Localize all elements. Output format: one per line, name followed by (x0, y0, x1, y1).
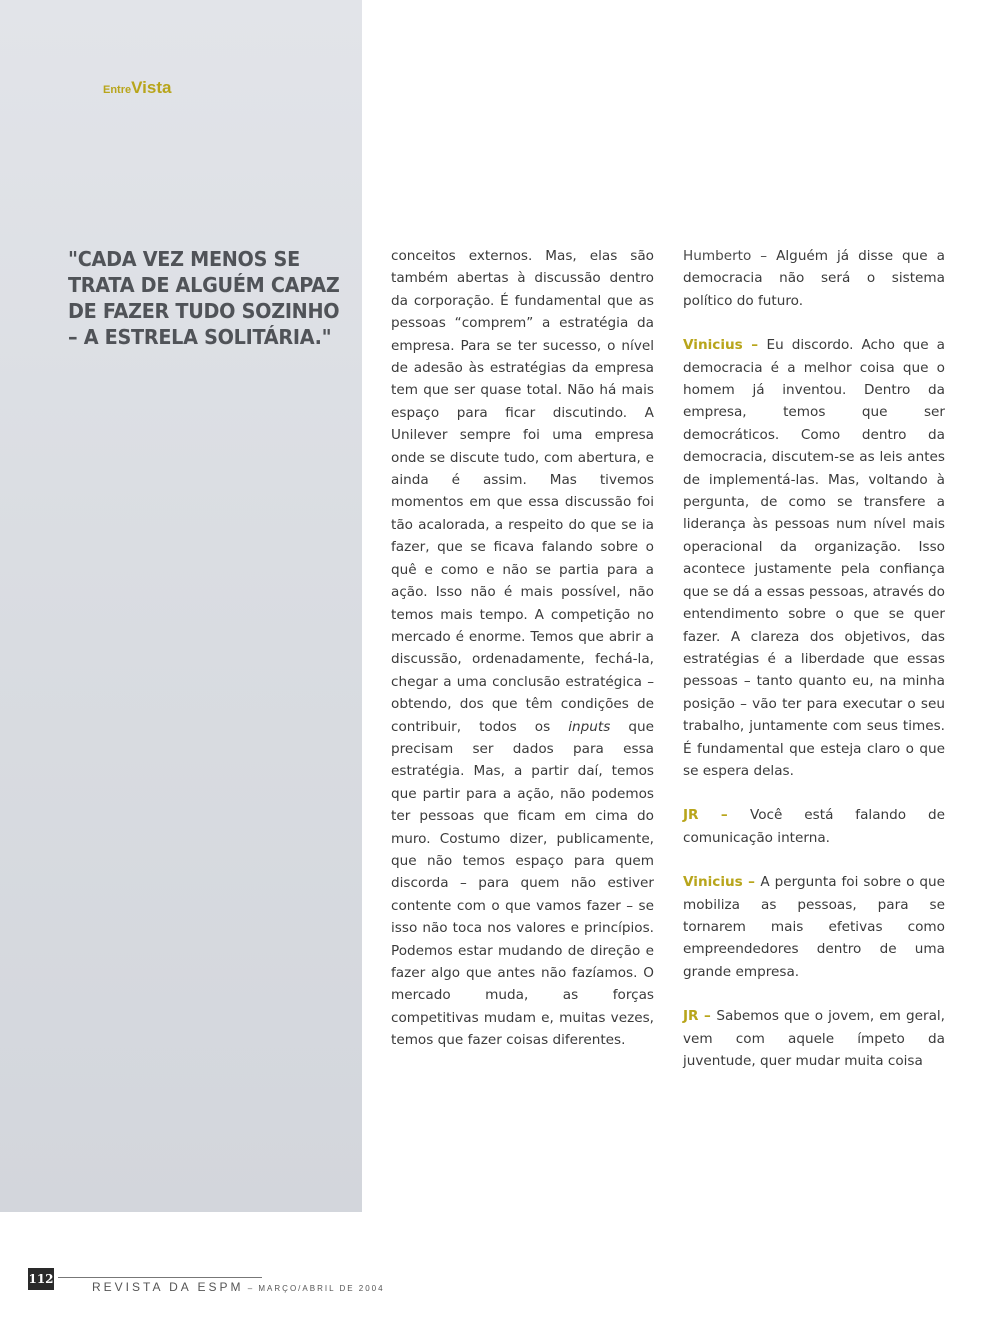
footer-separator: – (243, 1284, 259, 1293)
speaker-separator: – (742, 874, 761, 891)
speaker-separator: – (742, 337, 767, 354)
dialogue-text: Eu discordo. Acho que a democracia é a melhor coisa que o homem já inventou. Dentro da empresa, temos que ser democráticos. Como dentro da democracia, discutem-se as leis antes de implementá-las. Mas, voltando à pergunta, de como se transfere a liderança às pessoas num nível mais operacional da organização. Isso acontece justamente pela confiança que se dá a essas pessoas, através do entendimento sobre o que se quer fazer. A clareza dos objetivos, das estratégias é a liberdade que essas pessoas – tanto quanto eu, na minha posição – vão ter para executar o seu trabalho, juntamente com seus times. É fundamental que esteja claro o que se espera delas. (683, 337, 945, 779)
dialogue-text: Você está falando de comunicação interna. (683, 807, 945, 846)
speaker-name: Humberto (683, 248, 752, 264)
section-tag-prefix: Entre (103, 84, 132, 96)
dialogue-paragraph (683, 334, 945, 782)
section-tag-main: Vista (131, 78, 172, 97)
section-tag (103, 78, 171, 98)
dialogue-paragraph (683, 1005, 945, 1072)
dialogue-paragraph (683, 804, 945, 849)
issue-date: MARÇO/ABRIL DE 2004 (258, 1284, 385, 1293)
paragraph-text-after: que precisam ser dados para essa estratégia. Mas, a partir daí, temos que partir para a ação, não podemos ter pessoas que ficam em cima do muro. Costumo dizer, publicamente, que não temos espaço para quem discorda – para quem não estiver contente com o que vamos fazer – se isso não toca nos valores e princípios. Podemos estar mudando de direção e fazer algo que antes não fazíamos. O mercado muda, as forças competitivas mudam e, muitas vezes, temos que fazer coisas diferentes. (391, 718, 654, 1049)
dialogue-paragraph (683, 871, 945, 983)
article-column-middle (391, 245, 654, 1052)
article-column-right (683, 245, 945, 1072)
italic-term: inputs (568, 718, 611, 735)
dialogue-text: Sabemos que o jovem, em geral, vem com aquele ímpeto da juventude, quer mudar muita coisa (683, 1008, 945, 1069)
dialogue-text: A pergunta foi sobre o que mobiliza as pessoas, para se tornarem mais efetivas como empreendedores dentro de uma grande empresa. (683, 874, 945, 980)
magazine-name: REVISTA DA ESPM (92, 1280, 244, 1294)
speaker-separator: – (751, 248, 777, 264)
paragraph-text-before: conceitos externos. Mas, elas são também abertas à discussão dentro da corporação. É fundamental que as pessoas “comprem” a estratégia da empresa. Para se ter sucesso, o nível de adesão às estratégias da empresa tem que ser quase total. Não há mais espaço para ficar discutindo. A Unilever sempre foi uma empresa onde se discute tudo, com abertura, e ainda é assim. Mas tivemos momentos em que essa discussão foi tão acalorada, a respeito do que se ia fazer, que se ficava falando sobre o quê e como e não se partia para a ação. Isso não é mais possível, não temos mais tempo. A competição no mercado é enorme. Temos que abrir a discussão, ordenadamente, fechá-la, chegar a uma conclusão estratégica – obtendo, dos que têm condições de contribuir, todos os (391, 248, 654, 735)
speaker-name: Vinicius (683, 874, 743, 891)
footer-rule (58, 1277, 262, 1278)
dialogue-paragraph (683, 245, 945, 312)
side-panel (0, 0, 362, 1212)
speaker-name: JR (683, 807, 699, 824)
speaker-name: Vinicius (683, 337, 743, 354)
speaker-separator: – (698, 807, 750, 824)
speaker-name: JR (683, 1008, 699, 1025)
footer-publication (92, 1280, 385, 1294)
article-paragraph (391, 245, 654, 1052)
dialogue-text: Alguém já disse que a democracia não será o sistema político do futuro. (683, 248, 945, 309)
speaker-separator: – (698, 1008, 717, 1025)
pull-quote: "CADA VEZ MENOS SE TRATA DE ALGUÉM CAPAZ DE FAZER TUDO SOZINHO – A ESTRELA SOLITÁRIA." (68, 247, 340, 349)
page-number: 112 (28, 1268, 54, 1290)
